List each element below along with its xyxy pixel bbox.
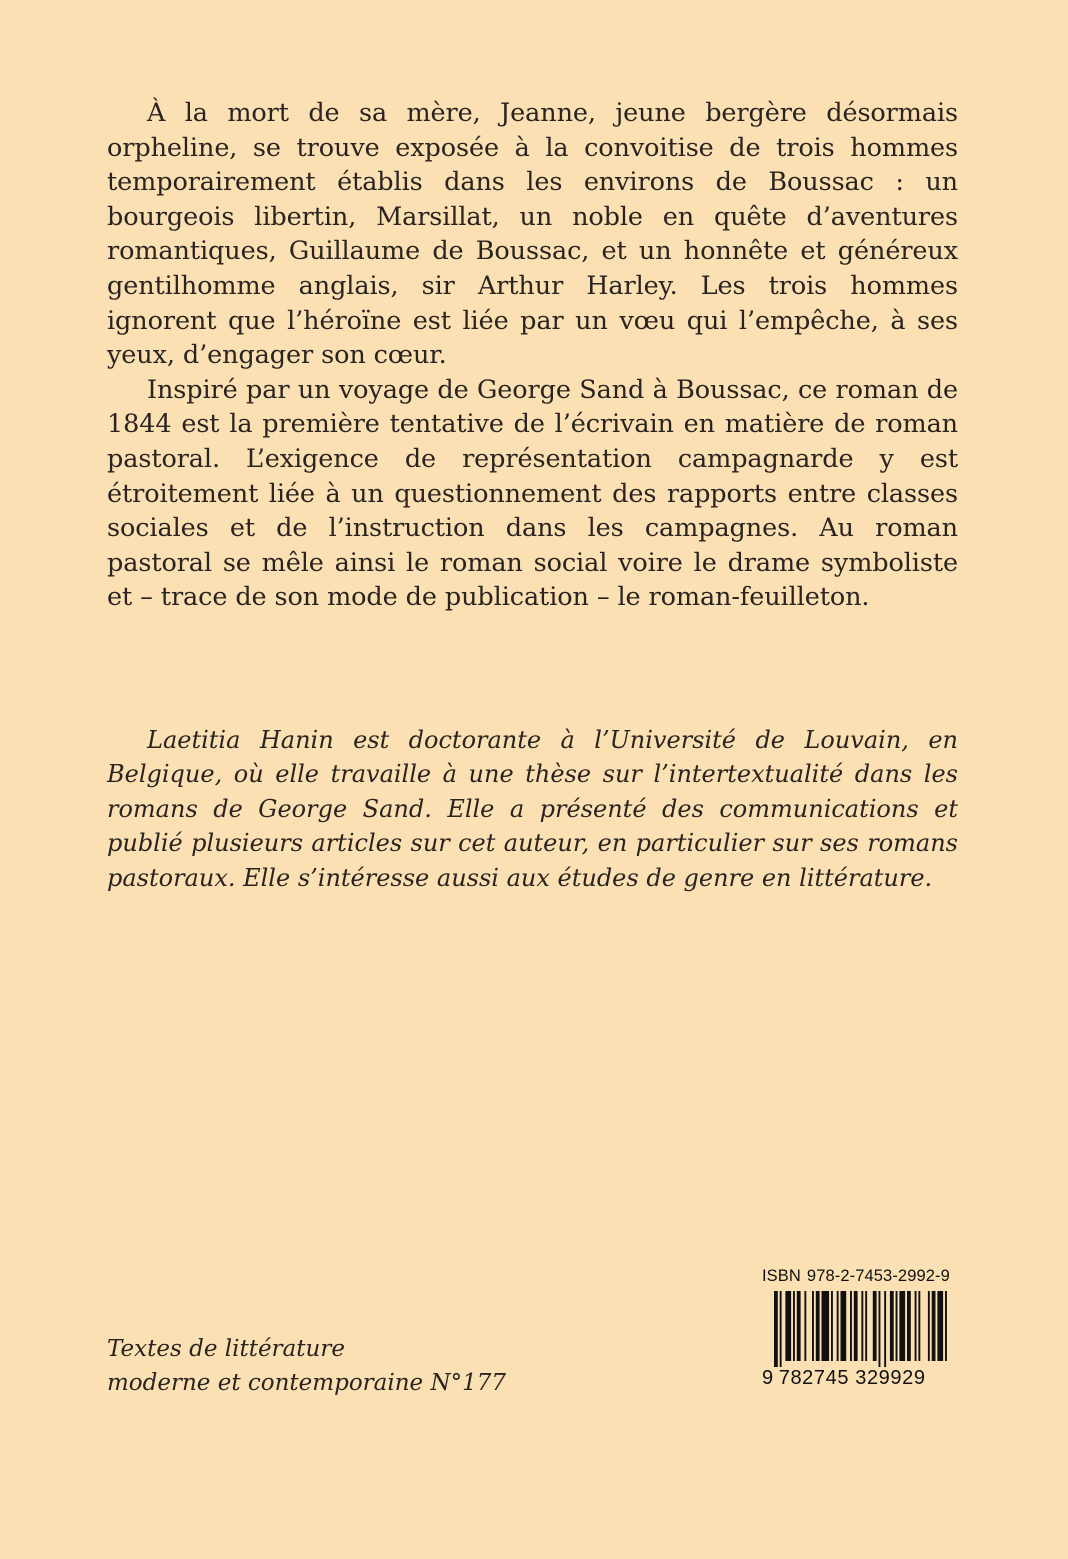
barcode-bar xyxy=(780,1291,782,1367)
barcode-bar xyxy=(873,1291,877,1361)
barcode-digit-groups: 782745 329929 xyxy=(778,1367,926,1389)
barcode-bar xyxy=(896,1291,898,1361)
barcode-bar xyxy=(812,1291,814,1361)
barcode-bar xyxy=(822,1291,830,1361)
barcode-bar xyxy=(890,1291,894,1361)
isbn-barcode xyxy=(762,1267,952,1393)
barcode-bar xyxy=(907,1291,911,1361)
barcode-bar xyxy=(899,1291,905,1361)
barcode-image xyxy=(762,1291,950,1367)
summary-section xyxy=(107,96,958,615)
series-info xyxy=(107,1332,527,1400)
barcode-bar xyxy=(932,1291,936,1361)
barcode-bar xyxy=(937,1291,943,1361)
barcode-bar xyxy=(861,1291,863,1361)
barcode-bar xyxy=(865,1291,867,1361)
barcode-bar xyxy=(785,1291,791,1361)
barcode-bar xyxy=(854,1291,858,1361)
barcode-bar xyxy=(945,1291,947,1361)
barcode-bar xyxy=(831,1291,833,1361)
summary-paragraph-1: À la mort de sa mère, Jeanne, jeune bergère désormais orpheline, se trouve exposée à la convoitise de trois hommes temporairement établis dans les environs de Boussac : un bourgeois libertin, Marsillat, un noble en quête d’aventures romantiques, Guillaume de Boussac, et un honnête et généreux gentilhomme anglais, sir Arthur Harley. Les trois hommes ignorent que l’héroïne est liée par un vœu qui l’empêche, à ses yeux, d’engager son cœur. xyxy=(107,98,958,371)
barcode-bar xyxy=(774,1291,778,1367)
barcode-bar xyxy=(884,1291,886,1367)
barcode-bar xyxy=(879,1291,881,1367)
barcode-bar xyxy=(793,1291,795,1361)
barcode-bar xyxy=(928,1291,930,1361)
barcode-bar xyxy=(804,1291,806,1361)
isbn-line xyxy=(762,1267,950,1286)
barcode-digits xyxy=(762,1367,926,1390)
isbn-number: 978-2-7453-2992-9 xyxy=(806,1267,950,1285)
author-bio-text: Laetitia Hanin est doctorante à l’Université de Louvain, en Belgique, où elle travaille à une thèse sur l’intertextualité dans les romans de George Sand. Elle a présenté des communications et publié plusieurs articles sur cet auteur, en particulier sur ses romans pastoraux. Elle s’intéresse aussi aux études de genre en littérature. xyxy=(107,726,958,892)
barcode-bar xyxy=(918,1291,920,1361)
barcode-bar xyxy=(837,1291,839,1361)
barcode-bar xyxy=(915,1291,917,1361)
barcode-lead-digit: 9 xyxy=(762,1367,774,1389)
barcode-bar xyxy=(816,1291,820,1361)
series-line-1: Textes de littérature xyxy=(107,1336,345,1362)
series-line-2: moderne et contemporaine N°177 xyxy=(107,1370,506,1396)
barcode-bar xyxy=(850,1291,852,1361)
author-bio xyxy=(107,723,958,895)
summary-paragraph-2: Inspiré par un voyage de George Sand à Boussac, ce roman de 1844 est la première tentative de l’écrivain en matière de roman pastoral. L’exigence de représentation campagnarde y est étroitement liée à un questionnement des rapports entre classes sociales et de l’instruction dans les campagnes. Au roman pastoral se mêle ainsi le roman social voire le drame symboliste et – trace de son mode de publication – le roman-feuilleton. xyxy=(107,374,958,613)
barcode-bar xyxy=(797,1291,801,1361)
isbn-label: ISBN xyxy=(762,1267,801,1285)
barcode-bar xyxy=(841,1291,847,1361)
